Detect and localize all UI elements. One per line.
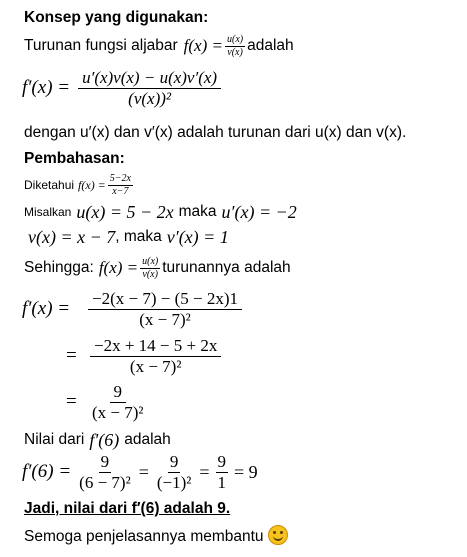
final-fraction-1 — [77, 452, 133, 492]
formula-denominator: (v(x))² — [128, 88, 171, 108]
given-denominator: x−7 — [112, 185, 129, 197]
final-f1-denominator: (6 − 7)² — [79, 472, 131, 492]
final-calculation — [22, 452, 258, 492]
sehingga-tail: turunannya adalah — [162, 259, 291, 276]
step1-lhs: f′(x) = — [22, 298, 71, 320]
final-lhs: f′(6) = — [22, 461, 72, 483]
formula-numerator: u′(x)v(x) − u(x)v′(x) — [78, 68, 221, 89]
closing-line — [24, 525, 288, 547]
given-line — [24, 173, 135, 197]
closing-text: Semoga penjelasannya membantu — [24, 528, 264, 545]
final-f3-numerator: 9 — [217, 452, 227, 471]
v-def: v(x) = x − 7 — [28, 227, 116, 247]
sehingga-line — [24, 256, 291, 280]
misal-u: u(x) = 5 − 2x — [76, 202, 174, 222]
final-equals-2: = — [199, 461, 210, 482]
final-f3-denominator: 1 — [217, 472, 227, 492]
final-result: = 9 — [234, 461, 258, 482]
given-fraction — [108, 173, 133, 197]
step2-fraction — [90, 336, 221, 376]
intro-text-adalah: adalah — [247, 37, 294, 54]
misal-text: Misalkan — [24, 205, 72, 219]
given-fx: f(x) = — [78, 178, 106, 192]
nilai-text: Nilai dari — [24, 431, 85, 448]
intro-denominator: v(x) — [227, 46, 243, 58]
formula-lhs: f′(x) = — [22, 77, 71, 99]
step3-fraction — [90, 382, 146, 422]
step3-numerator: 9 — [110, 382, 127, 403]
step2-equals: = — [66, 345, 77, 367]
sehingga-fraction — [140, 256, 160, 280]
final-f2-numerator: 9 — [169, 452, 179, 471]
intro-numerator: u(x) — [226, 34, 244, 45]
step1-numerator: −2(x − 7) − (5 − 2x)1 — [88, 289, 242, 310]
final-f2-denominator: (−1)² — [156, 472, 192, 492]
misal-maka: maka — [178, 203, 217, 220]
sehingga-text: Sehingga: — [24, 259, 94, 276]
step3-denominator: (x − 7)² — [92, 402, 144, 422]
derivative-step-1 — [22, 289, 244, 329]
final-f1-numerator: 9 — [100, 452, 110, 471]
final-equals-1: = — [138, 461, 149, 482]
misal-du: u′(x) = −2 — [221, 202, 297, 222]
nilai-expr: f′(6) — [89, 430, 120, 450]
nilai-tail: adalah — [124, 431, 171, 448]
step2-denominator: (x − 7)² — [129, 356, 182, 376]
intro-text: Turunan fungsi aljabar — [24, 37, 178, 54]
step2-numerator: −2x + 14 − 5 + 2x — [90, 336, 221, 357]
intro-fraction — [225, 34, 245, 58]
derivative-step-2 — [66, 336, 223, 376]
sehingga-denominator: v(x) — [142, 268, 158, 280]
note-line: dengan u′(x) dan v′(x) adalah turunan dari u(x) dan v(x). — [24, 124, 407, 141]
given-numerator: 5−2x — [109, 173, 131, 184]
misal-line — [24, 202, 297, 222]
v-line — [28, 227, 229, 247]
final-fraction-2 — [155, 452, 194, 492]
intro-fx: f(x) = — [183, 36, 223, 55]
heading-konsep: Konsep yang digunakan: — [24, 9, 209, 26]
final-fraction-3 — [216, 452, 229, 492]
step1-denominator: (x − 7)² — [139, 309, 191, 329]
conclusion-text: Jadi, nilai dari f′(6) adalah 9. — [24, 500, 231, 517]
derivative-step-3 — [66, 382, 148, 422]
formula-fraction — [78, 68, 221, 108]
heading-pembahasan: Pembahasan: — [24, 150, 125, 167]
intro-line — [24, 34, 294, 58]
smiling-face-icon — [268, 525, 288, 545]
given-text: Diketahui — [24, 178, 75, 192]
step1-fraction — [88, 289, 242, 329]
v-du: v′(x) = 1 — [166, 227, 229, 247]
step3-equals: = — [66, 391, 77, 413]
formula-quotient-rule — [22, 68, 223, 108]
sehingga-numerator: u(x) — [142, 256, 159, 267]
nilai-line — [24, 430, 171, 450]
v-maka: , maka — [115, 228, 162, 245]
sehingga-fx: f(x) = — [98, 258, 139, 277]
